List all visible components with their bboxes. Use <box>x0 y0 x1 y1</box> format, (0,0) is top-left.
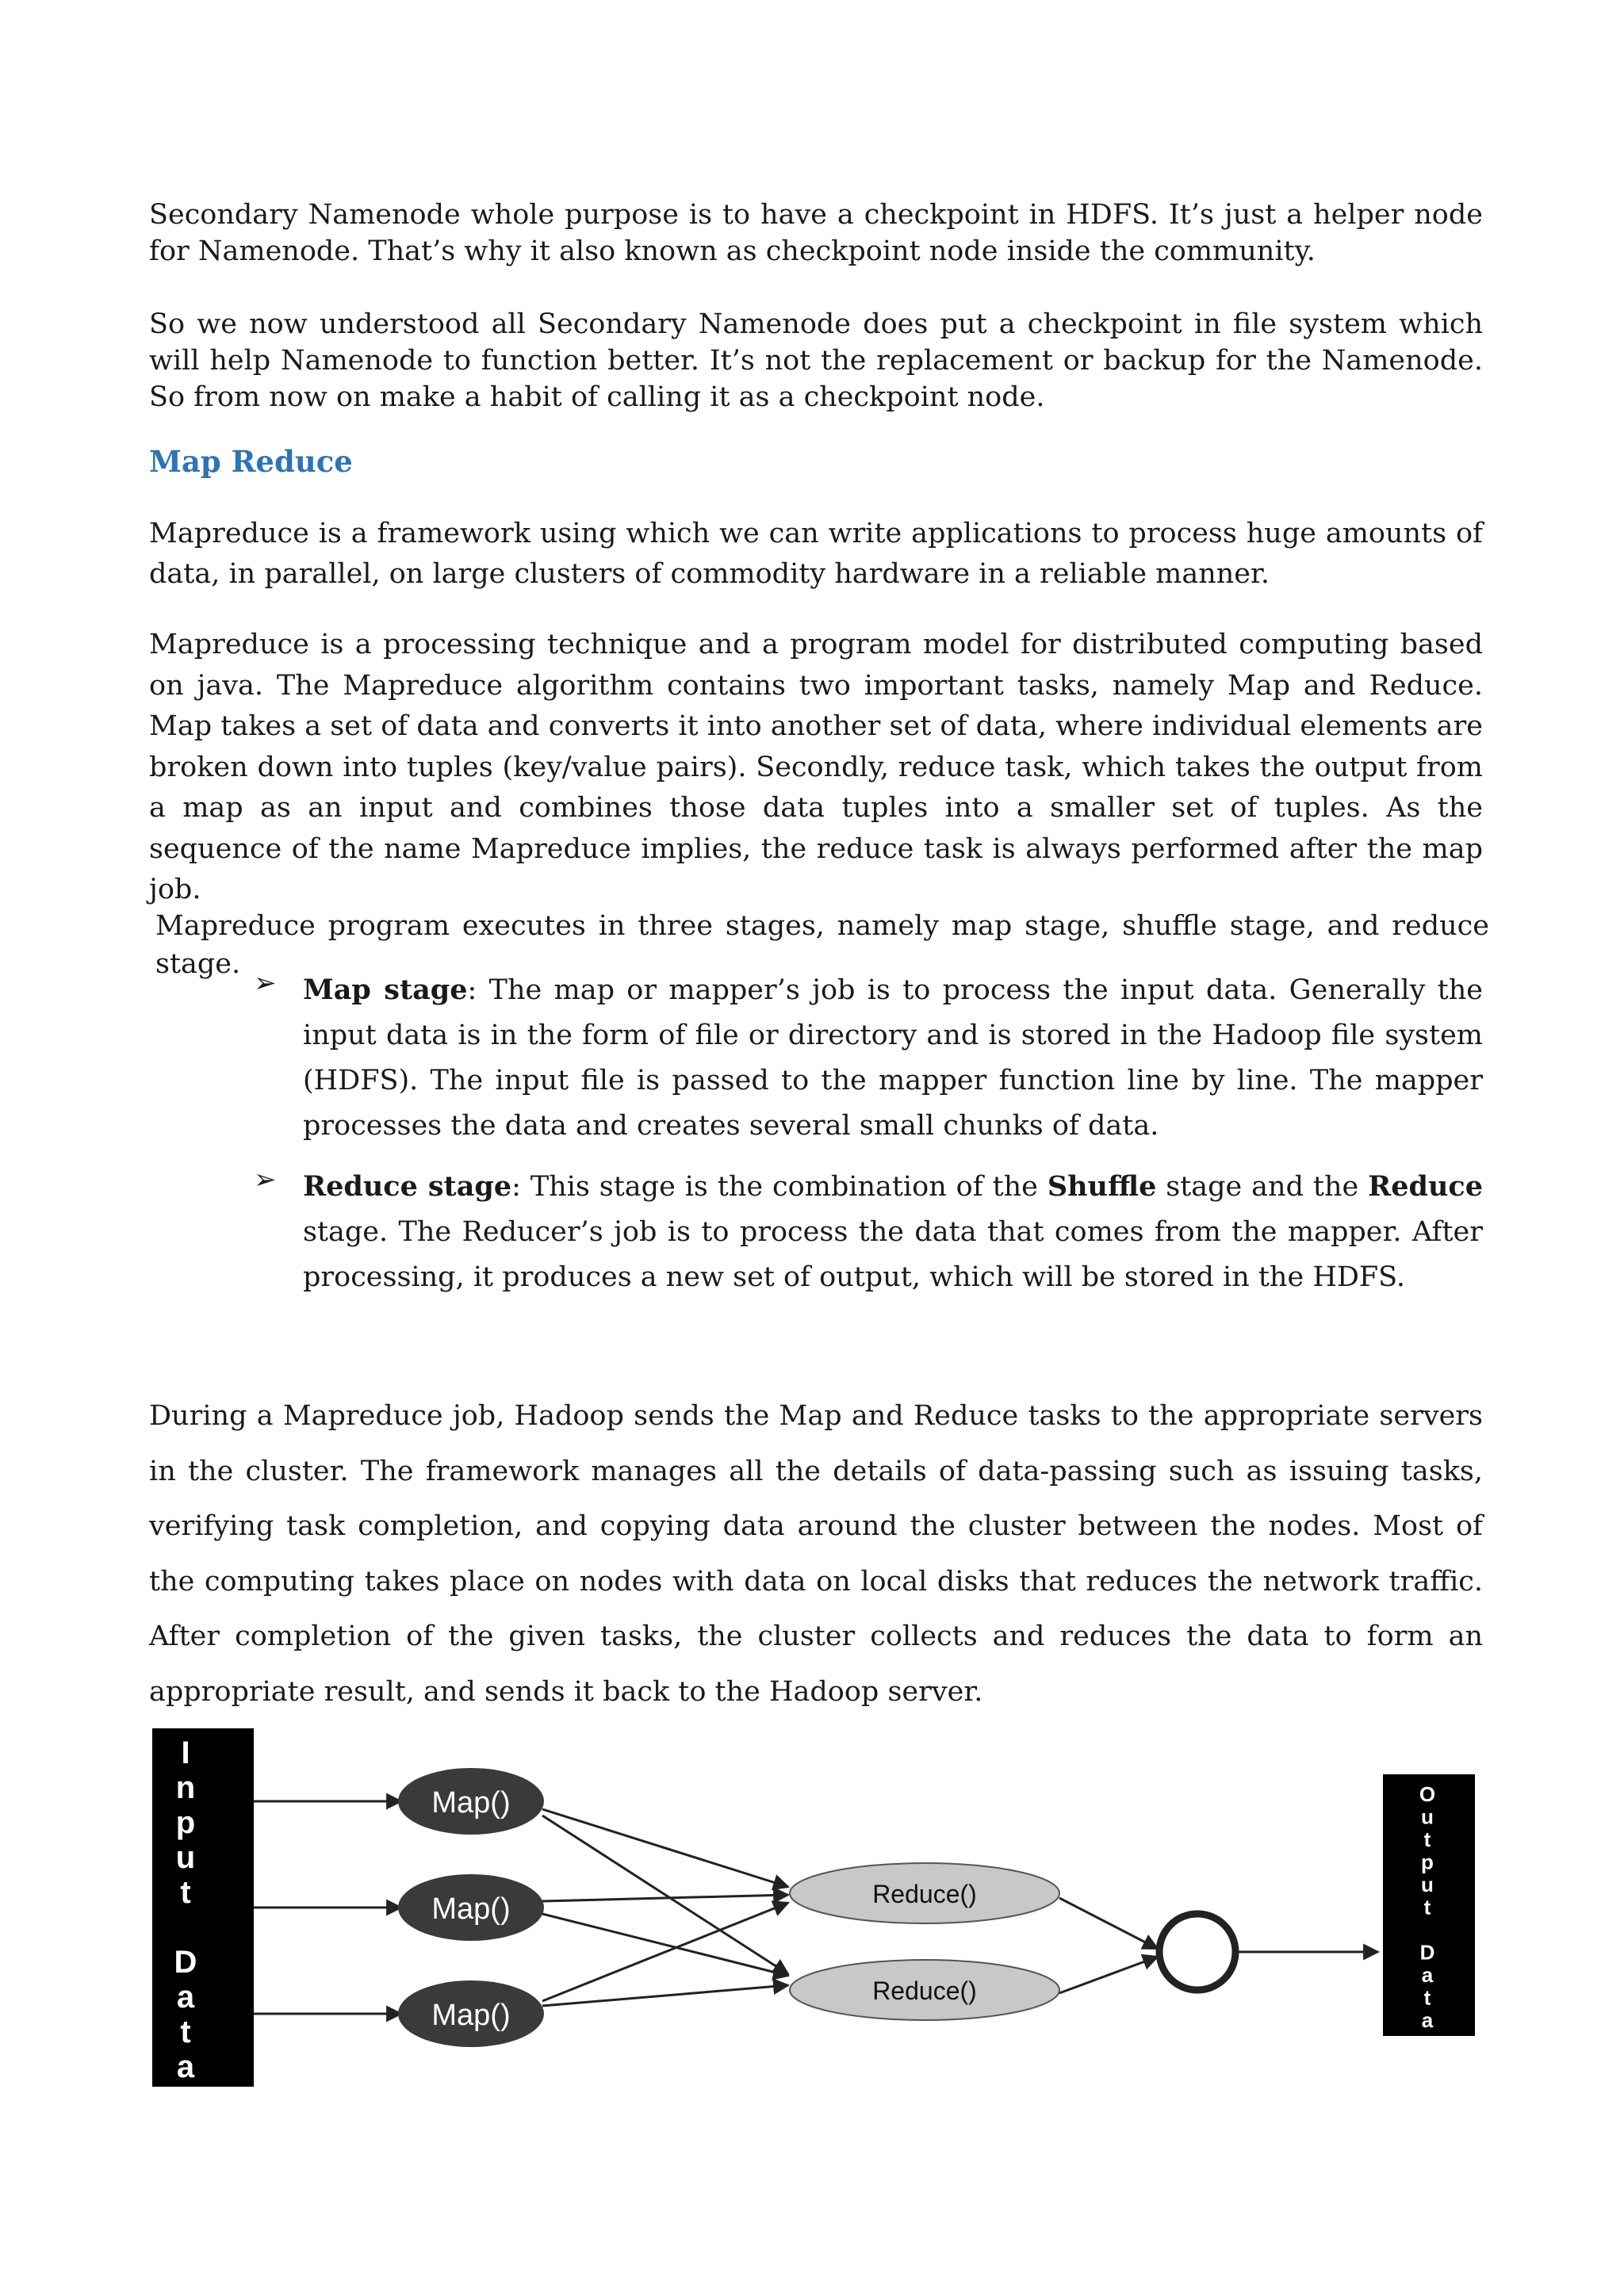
input-data-letter: p <box>175 1805 196 1840</box>
output-data-letter: u <box>1421 1873 1434 1896</box>
merge-node-circle <box>1159 1914 1235 1990</box>
paragraph-hadoop-job: During a Mapreduce job, Hadoop sends the Map and Reduce tasks to the appropriate servers in the cluster. The framework manages all the details of data-passing such as issuing tasks, verifying task completion, and copying data around the cluster between the nodes. Most of the computing takes place on nodes with data on local disks that reduces the network traffic. After completion of the given tasks, the cluster collects and reduces the data to form an appropriate result, and sends it back to the Hadoop server. <box>149 1400 1483 1708</box>
arrow-map2-reduce2 <box>542 1914 788 1976</box>
arrow-reduce2-merge <box>1059 1957 1158 1993</box>
input-data-bar <box>152 1728 254 2087</box>
input-data-letter: t <box>180 1875 191 1910</box>
output-data-letter: u <box>1421 1804 1434 1829</box>
map-node-1-label: Map() <box>431 1786 511 1820</box>
arrow-map3-reduce1 <box>542 1903 788 2001</box>
arrow-reduce1-merge <box>1059 1898 1158 1949</box>
input-data-letter: u <box>175 1840 196 1875</box>
output-data-letter: a <box>1421 1963 1434 1987</box>
output-data-letter: t <box>1423 1827 1431 1851</box>
input-data-letter: I <box>181 1735 190 1770</box>
bullet-reduce-body-c: stage. The Reducer’s job is to process the data that comes from the mapper. After processing, it produces a new set of output, which will be stored in the HDFS. <box>303 1216 1483 1293</box>
bullet-reduce-stage <box>254 1164 1483 1300</box>
output-data-letter: a <box>1421 2008 1434 2032</box>
bullet-map-stage <box>254 967 1483 1149</box>
output-data-letter: O <box>1419 1782 1436 1806</box>
bullet-reduce-body-a: : This stage is the combination of the <box>511 1171 1048 1203</box>
paragraph-checkpoint-node: So we now understood all Secondary Namenode does put a checkpoint in file system which will help Namenode to function better. It’s not the replacement or backup for the Namenode. So from now on make a habit of calling it as a checkpoint node. <box>149 308 1483 413</box>
input-data-letter: a <box>176 2049 195 2084</box>
paragraph-mapreduce-technique: Mapreduce is a processing technique and a program model for distributed computing based on java. The Mapreduce algorithm contains two important tasks, namely Map and Reduce. Map takes a set of data and converts it into another set of data, where individual elements are broken down into tuples (key/value pairs). Secondly, reduce task, which takes the output from a map as an input and combines those data tuples into a smaller set of tuples. As the sequence of the name Mapreduce implies, the reduce task is always performed after the map job. <box>149 629 1483 905</box>
map-node-2-label: Map() <box>431 1892 511 1926</box>
arrow-bullet-icon: ➢ <box>254 967 277 999</box>
bullet-map-stage-title: Map stage <box>303 974 468 1006</box>
bullet-reduce-stage-title: Reduce stage <box>303 1170 512 1203</box>
input-data-letter: n <box>175 1770 196 1805</box>
bullet-map-stage-text <box>303 967 1483 1149</box>
input-data-letter: t <box>180 2015 191 2049</box>
arrow-map3-reduce2 <box>542 1985 788 2006</box>
input-data-letter: a <box>176 1980 195 2015</box>
output-data-letter: p <box>1421 1850 1434 1874</box>
paragraph-secondary-namenode: Secondary Namenode whole purpose is to have a checkpoint in HDFS. It’s just a helper node for Namenode. That’s why it also known as checkpoint node inside the community. <box>149 199 1483 267</box>
mapreduce-diagram <box>149 1722 1481 2090</box>
output-data-letter: t <box>1423 1985 1431 2010</box>
map-node-3-label: Map() <box>431 1999 511 2032</box>
reduce-node-2-label: Reduce() <box>872 1976 977 2005</box>
bullet-reduce-body-b: stage and the <box>1156 1171 1369 1203</box>
bullet-map-stage-body: : The map or mapper’s job is to process the input data. Generally the input data is in the form of file or directory and is stored in the Hadoop file system (HDFS). The input file is passed to the mapper function line by line. The mapper processes the data and creates several small chunks of data. <box>303 974 1483 1142</box>
arrow-map1-reduce1 <box>542 1809 788 1887</box>
output-data-letter: D <box>1419 1940 1435 1965</box>
section-heading-map-reduce: Map Reduce <box>149 444 353 479</box>
paragraph-three-stages: Mapreduce program executes in three stages, namely map stage, shuffle stage, and reduce stage. <box>155 910 1489 980</box>
arrow-bullet-icon: ➢ <box>254 1164 277 1196</box>
paragraph-mapreduce-framework: Mapreduce is a framework using which we can write applications to process huge amounts of data, in parallel, on large clusters of commodity hardware in a reliable manner. <box>149 518 1483 590</box>
output-data-letter: t <box>1423 1895 1431 1919</box>
bullet-reduce-bold-reduce: Reduce <box>1368 1170 1483 1203</box>
bullet-reduce-bold-shuffle: Shuffle <box>1047 1170 1157 1203</box>
input-data-letter: D <box>174 1945 197 1980</box>
bullet-reduce-stage-text <box>303 1164 1483 1300</box>
reduce-node-1-label: Reduce() <box>872 1880 977 1908</box>
